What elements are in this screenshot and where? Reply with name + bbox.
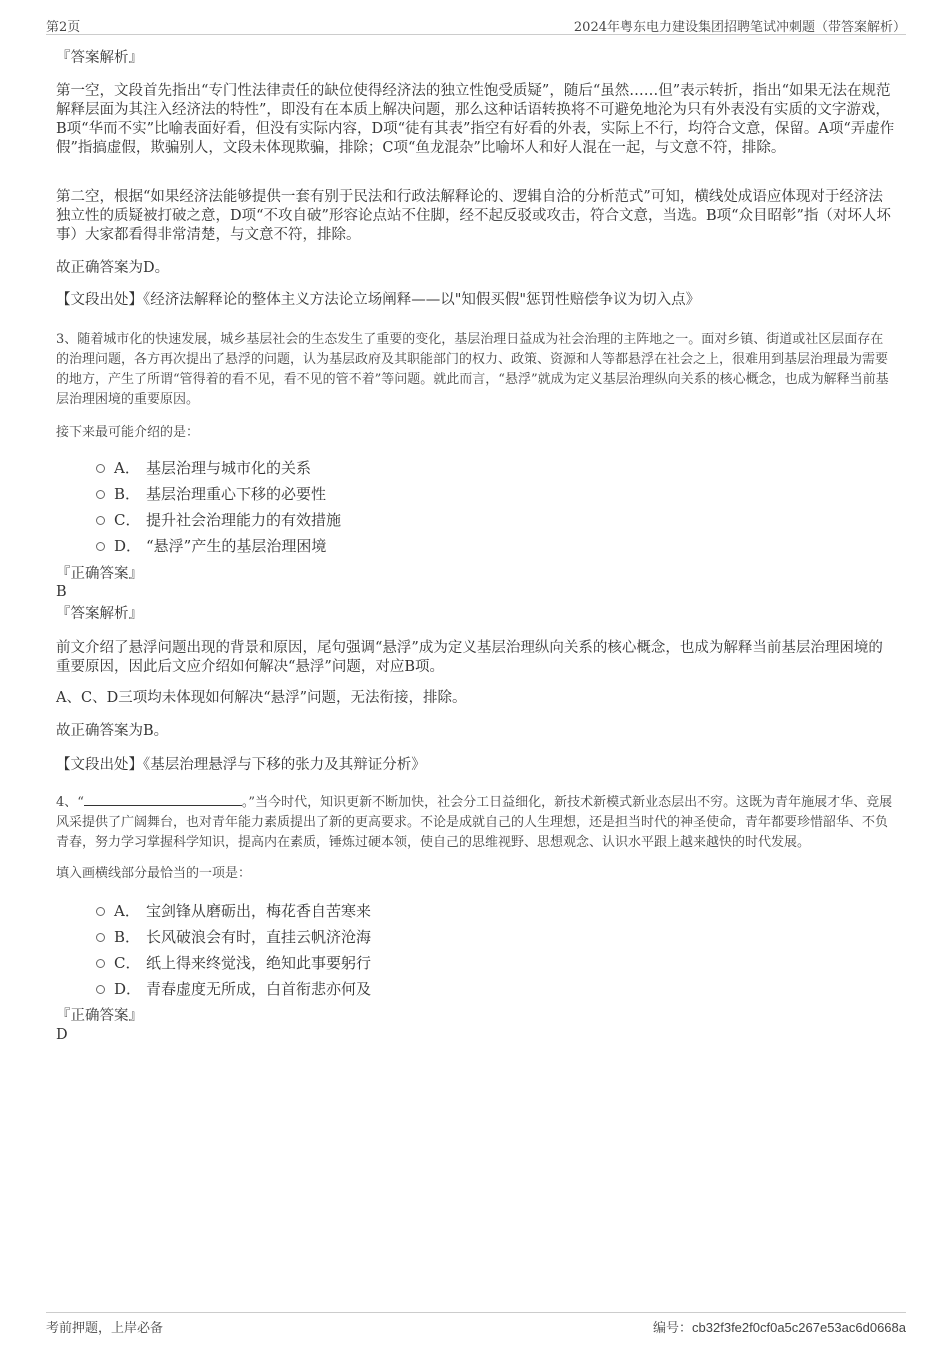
radio-icon[interactable]	[96, 985, 105, 994]
q4-prompt: 填入画横线部分最恰当的一项是：	[56, 866, 252, 881]
q4-answer-label: 『正确答案』	[56, 1008, 143, 1024]
page-footer	[46, 1312, 906, 1337]
q2-analysis-label: 『答案解析』	[56, 50, 143, 66]
q2-source: 【文段出处】《经济法解释论的整体主义方法论立场阐释——以"知假买假"惩罚性赔偿争议为切入点》	[56, 292, 701, 308]
q3-analysis-label: 『答案解析』	[56, 606, 143, 622]
q4-answer: D	[56, 1027, 68, 1043]
footer-slogan: 考前押题，上岸必备	[46, 1321, 164, 1336]
q4-option-c[interactable]: C． 纸上得来终觉浅，绝知此事要躬行	[96, 950, 856, 976]
q3-answer: B	[56, 584, 67, 600]
radio-icon[interactable]	[96, 933, 105, 942]
q3-option-a[interactable]: A． 基层治理与城市化的关系	[96, 455, 856, 481]
q4-stem-rest: 。”当今时代，知识更新不断加快，社会分工日益细化，新技术新模式新业态层出不穷。这既为青年施展才华、竞展风采提供了广阔舞台，也对青年能力素质提出了新的更高要求。不论是成就自己的人生理想，还是担当时代的神圣使命，青年都要珍惜韶华、不负青春，努力学习掌握科学知识，提高内在素质，锤炼过硬本领，使自己的思维视野、思想观念、认识水平跟上越来越快的时代发展。	[56, 795, 893, 850]
q3-conclusion: 故正确答案为B。	[56, 723, 169, 739]
radio-icon[interactable]	[96, 907, 105, 916]
page-header	[46, 14, 906, 35]
q4-options	[96, 898, 856, 1002]
q3-answer-label: 『正确答案』	[56, 566, 143, 582]
q4-stem	[56, 791, 896, 853]
q2-analysis-para2: 第二空，根据“如果经济法能够提供一套有别于民法和行政法解释论的、逻辑自洽的分析范式”可知，横线处成语应体现对于经济法独立性的质疑被打破之意，D项“不攻自破”形容论点站不住脚，经不起反驳或攻击，符合文意，当选。B项“众目昭彰”指（对坏人坏事）大家都看得非常清楚，与文意不符，排除。	[56, 189, 891, 243]
footer-code	[653, 1317, 906, 1336]
q3-options	[96, 455, 856, 559]
radio-icon[interactable]	[96, 959, 105, 968]
q3-source: 【文段出处】《基层治理悬浮与下移的张力及其辩证分析》	[56, 757, 426, 773]
q4-option-d[interactable]: D． 青春虚度无所成，白首衔悲亦何及	[96, 976, 856, 1002]
radio-icon[interactable]	[96, 464, 105, 473]
q3-option-d[interactable]: D． “悬浮”产生的基层治理困境	[96, 533, 856, 559]
footer-code-value: cb32f3fe2f0cf0a5c267e53ac6d0668a	[692, 1320, 906, 1335]
q3-stem: 3、随着城市化的快速发展，城乡基层社会的生态发生了重要的变化，基层治理日益成为社会治理的主阵地之一。面对乡镇、街道或社区层面存在的治理问题，各方再次提出了悬浮的问题，认为基层政府及其职能部门的权力、政策、资源和人等都悬浮在社会之上，很难用到基层治理最为需要的地方，产生了所谓“管得着的看不见，看不见的管不着”等问题。就此而言，“悬浮”就成为定义基层治理纵向关系的核心概念，也成为解释当前基层治理困境的重要原因。	[56, 332, 889, 407]
q3-prompt: 接下来最可能介绍的是：	[56, 425, 200, 440]
q3-option-c[interactable]: C． 提升社会治理能力的有效措施	[96, 507, 856, 533]
radio-icon[interactable]	[96, 516, 105, 525]
footer-code-label: 编号：	[653, 1321, 693, 1336]
q2-conclusion: 故正确答案为D。	[56, 260, 170, 276]
q4-option-b[interactable]: B． 长风破浪会有时，直挂云帆济沧海	[96, 924, 856, 950]
q3-analysis-para1: 前文介绍了悬浮问题出现的背景和原因，尾句强调“悬浮”成为定义基层治理纵向关系的核心概念，也成为解释当前基层治理困境的重要原因，因此后文应介绍如何解决“悬浮”问题，对应B项。	[56, 640, 883, 675]
radio-icon[interactable]	[96, 490, 105, 499]
radio-icon[interactable]	[96, 542, 105, 551]
q3-analysis-para2: A、C、D三项均未体现如何解决“悬浮”问题，无法衔接，排除。	[56, 690, 467, 706]
q4-stem-prefix: 4、“	[56, 795, 84, 810]
q4-option-a[interactable]: A． 宝剑锋从磨砺出，梅花香自苦寒来	[96, 898, 856, 924]
page-number: 第2页	[46, 20, 81, 35]
q3-option-b[interactable]: B． 基层治理重心下移的必要性	[96, 481, 856, 507]
q2-analysis-para1: 第一空，文段首先指出“专门性法律责任的缺位使得经济法的独立性饱受质疑”，随后“虽然……但”表示转折，指出“如果无法在规范解释层面为其注入经济法的特性”，即没有在本质上解决问题，那么这种话语转换将不可避免地沦为只有外表没有实质的文字游戏，B项“华而不实”比喻表面好看，但没有实际内容，D项“徒有其表”指空有好看的外表，实际上不行，均符合文意，保留。A项“弄虚作假”指搞虚假，欺骗别人，文段未体现欺骗，排除；C项“鱼龙混杂”比喻坏人和好人混在一起，与文意不符，排除。	[56, 83, 895, 156]
q4-blank-line	[84, 791, 242, 806]
document-title: 2024年粤东电力建设集团招聘笔试冲刺题（带答案解析）	[573, 20, 906, 35]
